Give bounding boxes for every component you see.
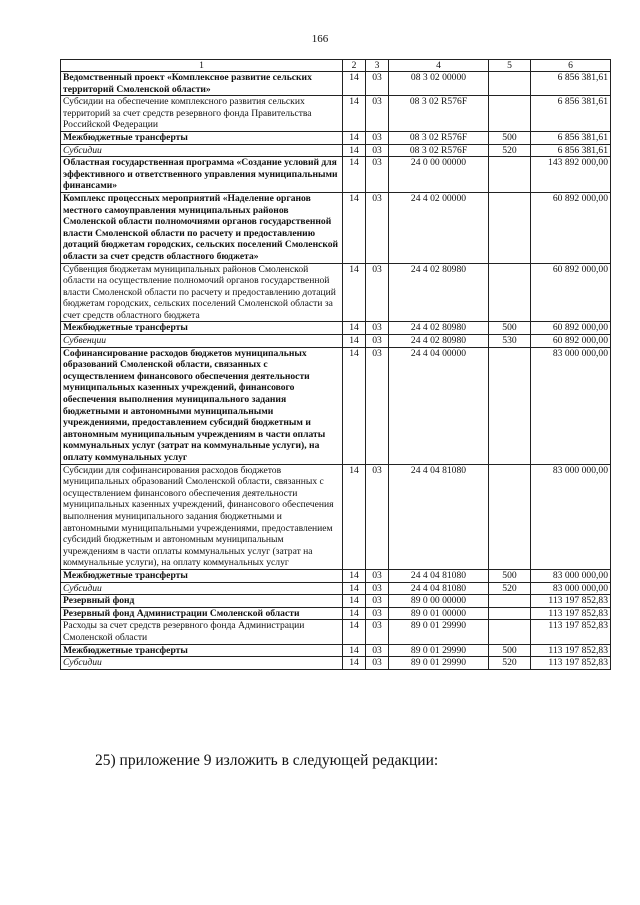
row-name: Межбюджетные трансферты bbox=[61, 569, 343, 582]
row-subsection: 03 bbox=[366, 322, 389, 335]
row-amount: 143 892 000,00 bbox=[531, 157, 611, 193]
row-amount: 60 892 000,00 bbox=[531, 322, 611, 335]
row-amount: 113 197 852,83 bbox=[531, 607, 611, 620]
row-subsection: 03 bbox=[366, 335, 389, 348]
row-subsection: 03 bbox=[366, 569, 389, 582]
table-row bbox=[61, 657, 611, 670]
row-expense-type bbox=[489, 620, 531, 644]
row-target-article: 89 0 01 29990 bbox=[389, 644, 489, 657]
row-expense-type: 530 bbox=[489, 335, 531, 348]
row-target-article: 89 0 01 29990 bbox=[389, 620, 489, 644]
row-name: Субвенция бюджетам муниципальных районов Смоленской области на осуществление полномочий органов государственной власти Смоленской области по расчету и предоставлению дотаций бюджетам городских, сельских поселений Смоленской области за счет средств областного бюджета bbox=[61, 263, 343, 322]
row-name: Субвенции bbox=[61, 335, 343, 348]
row-section: 14 bbox=[343, 595, 366, 608]
row-name: Межбюджетные трансферты bbox=[61, 131, 343, 144]
row-section: 14 bbox=[343, 569, 366, 582]
row-section: 14 bbox=[343, 157, 366, 193]
row-section: 14 bbox=[343, 335, 366, 348]
table-row bbox=[61, 263, 611, 322]
row-name: Резервный фонд bbox=[61, 595, 343, 608]
row-expense-type bbox=[489, 464, 531, 569]
row-amount: 83 000 000,00 bbox=[531, 582, 611, 595]
row-amount: 6 856 381,61 bbox=[531, 131, 611, 144]
row-section: 14 bbox=[343, 322, 366, 335]
row-subsection: 03 bbox=[366, 72, 389, 96]
row-expense-type bbox=[489, 347, 531, 464]
row-subsection: 03 bbox=[366, 595, 389, 608]
row-section: 14 bbox=[343, 131, 366, 144]
table-row bbox=[61, 192, 611, 263]
row-subsection: 03 bbox=[366, 347, 389, 464]
row-section: 14 bbox=[343, 644, 366, 657]
row-expense-type: 500 bbox=[489, 131, 531, 144]
row-name: Резервный фонд Администрации Смоленской области bbox=[61, 607, 343, 620]
row-subsection: 03 bbox=[366, 607, 389, 620]
row-section: 14 bbox=[343, 347, 366, 464]
row-expense-type: 520 bbox=[489, 582, 531, 595]
row-expense-type: 500 bbox=[489, 569, 531, 582]
row-amount: 83 000 000,00 bbox=[531, 464, 611, 569]
row-section: 14 bbox=[343, 96, 366, 132]
row-section: 14 bbox=[343, 582, 366, 595]
row-name: Субсидии bbox=[61, 657, 343, 670]
row-target-article: 89 0 01 00000 bbox=[389, 607, 489, 620]
row-section: 14 bbox=[343, 657, 366, 670]
row-target-article: 24 4 04 00000 bbox=[389, 347, 489, 464]
row-target-article: 24 4 02 80980 bbox=[389, 263, 489, 322]
row-expense-type bbox=[489, 263, 531, 322]
table-row bbox=[61, 322, 611, 335]
row-target-article: 24 4 04 81080 bbox=[389, 464, 489, 569]
table-row bbox=[61, 131, 611, 144]
row-target-article: 08 3 02 R576F bbox=[389, 144, 489, 157]
row-name: Комплекс процессных мероприятий «Наделение органов местного самоуправления муниципальных районов Смоленской области полномочиями органов государственной власти Смоленской области по расчету и предоставлению дотаций бюджетам городских, сельских поселений Смоленской области за счет средств областного бюджета» bbox=[61, 192, 343, 263]
row-target-article: 89 0 00 00000 bbox=[389, 595, 489, 608]
row-expense-type bbox=[489, 607, 531, 620]
row-name: Ведомственный проект «Комплексное развитие сельских территорий Смоленской области» bbox=[61, 72, 343, 96]
row-expense-type bbox=[489, 157, 531, 193]
header-col-4: 4 bbox=[389, 60, 489, 72]
row-section: 14 bbox=[343, 263, 366, 322]
row-amount: 113 197 852,83 bbox=[531, 657, 611, 670]
table-row bbox=[61, 595, 611, 608]
row-target-article: 24 4 04 81080 bbox=[389, 569, 489, 582]
row-subsection: 03 bbox=[366, 657, 389, 670]
row-target-article: 24 0 00 00000 bbox=[389, 157, 489, 193]
header-col-3: 3 bbox=[366, 60, 389, 72]
row-expense-type bbox=[489, 192, 531, 263]
row-name: Софинансирование расходов бюджетов муниципальных образований Смоленской области, связанных с осуществлением финансового обеспечения деятельности муниципальных казенных учреждений, финансового обеспечения выполнения муниципального задания бюджетными и автономными муниципальными учреждениями, предоставлением субсидий бюджетным и автономным муниципальным учреждениям в части оплаты коммунальных услуг (затрат на коммунальные услуги), на оплату коммунальных услуг bbox=[61, 347, 343, 464]
header-col-1: 1 bbox=[61, 60, 343, 72]
footer-instruction: 25) приложение 9 изложить в следующей редакции: bbox=[95, 752, 439, 769]
row-expense-type bbox=[489, 96, 531, 132]
row-amount: 83 000 000,00 bbox=[531, 569, 611, 582]
table-row bbox=[61, 96, 611, 132]
row-section: 14 bbox=[343, 620, 366, 644]
row-amount: 6 856 381,61 bbox=[531, 144, 611, 157]
row-subsection: 03 bbox=[366, 464, 389, 569]
row-subsection: 03 bbox=[366, 144, 389, 157]
row-target-article: 08 3 02 00000 bbox=[389, 72, 489, 96]
row-section: 14 bbox=[343, 192, 366, 263]
page-number: 166 bbox=[311, 33, 329, 45]
row-name: Областная государственная программа «Создание условий для эффективного и ответственного управления муниципальными финансами» bbox=[61, 157, 343, 193]
table-row bbox=[61, 347, 611, 464]
header-col-2: 2 bbox=[343, 60, 366, 72]
header-col-6: 6 bbox=[531, 60, 611, 72]
table-row bbox=[61, 569, 611, 582]
header-col-5: 5 bbox=[489, 60, 531, 72]
row-target-article: 08 3 02 R576F bbox=[389, 96, 489, 132]
row-name: Межбюджетные трансферты bbox=[61, 644, 343, 657]
table-row bbox=[61, 157, 611, 193]
table-header-row bbox=[61, 60, 611, 72]
row-amount: 60 892 000,00 bbox=[531, 192, 611, 263]
row-target-article: 08 3 02 R576F bbox=[389, 131, 489, 144]
row-section: 14 bbox=[343, 72, 366, 96]
row-expense-type bbox=[489, 72, 531, 96]
row-subsection: 03 bbox=[366, 644, 389, 657]
row-name: Субсидии bbox=[61, 144, 343, 157]
row-amount: 113 197 852,83 bbox=[531, 595, 611, 608]
table-row bbox=[61, 607, 611, 620]
row-name: Субсидии bbox=[61, 582, 343, 595]
table-row bbox=[61, 582, 611, 595]
row-expense-type: 500 bbox=[489, 644, 531, 657]
row-section: 14 bbox=[343, 607, 366, 620]
row-target-article: 24 4 02 80980 bbox=[389, 335, 489, 348]
row-amount: 6 856 381,61 bbox=[531, 72, 611, 96]
table-row bbox=[61, 644, 611, 657]
row-subsection: 03 bbox=[366, 263, 389, 322]
budget-table bbox=[60, 59, 611, 670]
row-name: Субсидии для софинансирования расходов бюджетов муниципальных образований Смоленской области, связанных с осуществлением финансового обеспечения деятельности муниципальных казенных учреждений, финансового обеспечения выполнения муниципального задания бюджетными и автономными муниципальными учреждениями, предоставлением субсидий бюджетным и автономным муниципальным учреждениям в части оплаты коммунальных услуг (затрат на коммунальные услуги), на оплату коммунальных услуг bbox=[61, 464, 343, 569]
row-expense-type bbox=[489, 595, 531, 608]
row-section: 14 bbox=[343, 464, 366, 569]
table-row bbox=[61, 335, 611, 348]
row-amount: 113 197 852,83 bbox=[531, 620, 611, 644]
row-amount: 83 000 000,00 bbox=[531, 347, 611, 464]
table-row bbox=[61, 72, 611, 96]
row-amount: 60 892 000,00 bbox=[531, 263, 611, 322]
row-target-article: 24 4 02 00000 bbox=[389, 192, 489, 263]
table-row bbox=[61, 144, 611, 157]
row-expense-type: 520 bbox=[489, 657, 531, 670]
row-name: Межбюджетные трансферты bbox=[61, 322, 343, 335]
table-row bbox=[61, 620, 611, 644]
row-name: Расходы за счет средств резервного фонда Администрации Смоленской области bbox=[61, 620, 343, 644]
row-subsection: 03 bbox=[366, 157, 389, 193]
row-subsection: 03 bbox=[366, 620, 389, 644]
row-amount: 113 197 852,83 bbox=[531, 644, 611, 657]
row-amount: 60 892 000,00 bbox=[531, 335, 611, 348]
row-section: 14 bbox=[343, 144, 366, 157]
row-target-article: 24 4 04 81080 bbox=[389, 582, 489, 595]
row-subsection: 03 bbox=[366, 96, 389, 132]
row-expense-type: 520 bbox=[489, 144, 531, 157]
row-target-article: 89 0 01 29990 bbox=[389, 657, 489, 670]
row-expense-type: 500 bbox=[489, 322, 531, 335]
row-subsection: 03 bbox=[366, 131, 389, 144]
row-subsection: 03 bbox=[366, 192, 389, 263]
row-name: Субсидии на обеспечение комплексного развития сельских территорий за счет средств резервного фонда Правительства Российской Федерации bbox=[61, 96, 343, 132]
row-subsection: 03 bbox=[366, 582, 389, 595]
row-amount: 6 856 381,61 bbox=[531, 96, 611, 132]
table-row bbox=[61, 464, 611, 569]
row-target-article: 24 4 02 80980 bbox=[389, 322, 489, 335]
